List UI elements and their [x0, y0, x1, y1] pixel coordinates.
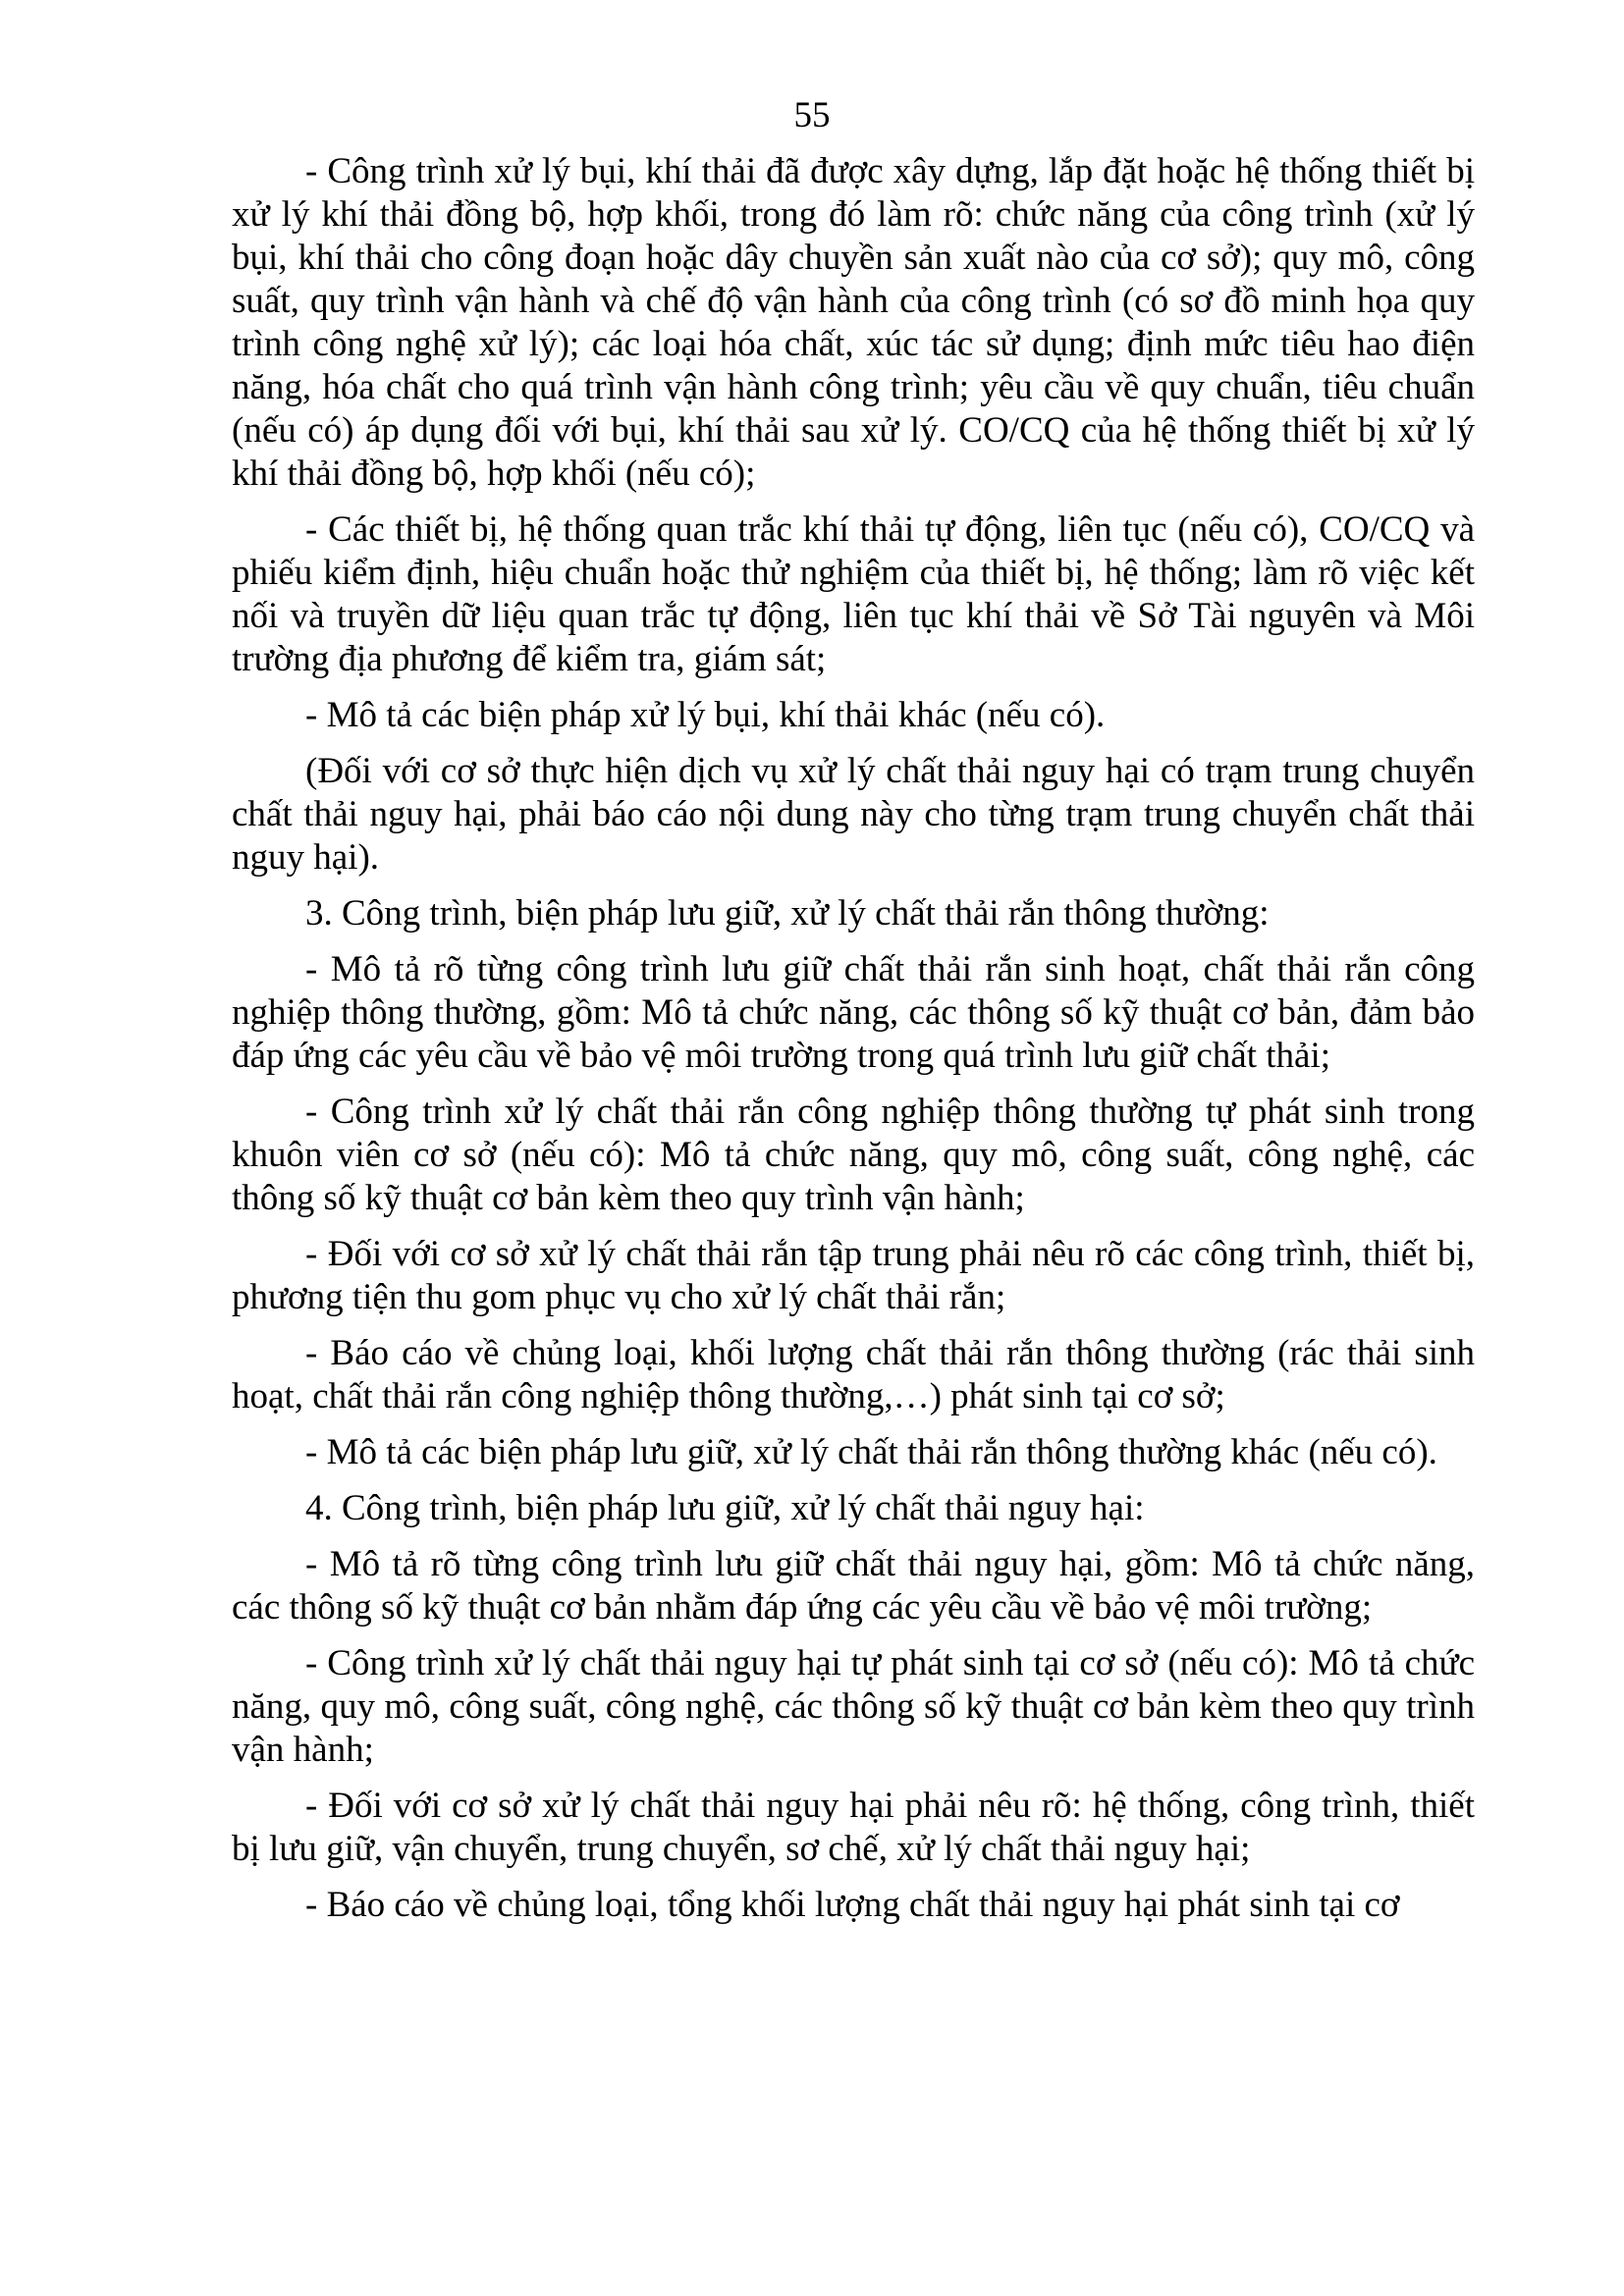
- document-body: [232, 150, 1475, 1940]
- section-heading-4: 4. Công trình, biện pháp lưu giữ, xử lý chất thải nguy hại:: [305, 1488, 1145, 1528]
- paragraph-hazardous-waste-report: - Báo cáo về chủng loại, tổng khối lượng chất thải nguy hại phát sinh tại cơ: [305, 1885, 1400, 1925]
- paragraph-hazardous-waste-storage: - Mô tả rõ từng công trình lưu giữ chất thải nguy hại, gồm: Mô tả chức năng, các thông số kỹ thuật cơ bản nhằm đáp ứng các yêu cầu về bảo vệ môi trường;: [232, 1544, 1475, 1628]
- paragraph-solid-waste-treatment: - Công trình xử lý chất thải rắn công nghiệp thông thường tự phát sinh trong khuôn viên cơ sở (nếu có): Mô tả chức năng, quy mô, công suất, công nghệ, các thông số kỹ thuật cơ bản kèm theo quy trình vận hành;: [232, 1092, 1475, 1218]
- paragraph-centralized-solid-waste: - Đối với cơ sở xử lý chất thải rắn tập trung phải nêu rõ các công trình, thiết bị, phương tiện thu gom phục vụ cho xử lý chất thải rắn;: [232, 1234, 1475, 1317]
- page-number: 55: [793, 95, 831, 135]
- paragraph-other-solid-waste-measures: - Mô tả các biện pháp lưu giữ, xử lý chất thải rắn thông thường khác (nếu có).: [305, 1432, 1437, 1472]
- paragraph-solid-waste-report: - Báo cáo về chủng loại, khối lượng chất thải rắn thông thường (rác thải sinh hoạt, chất thải rắn công nghiệp thông thường,…) phát sinh tại cơ sở;: [232, 1333, 1475, 1416]
- paragraph-hazardous-waste-treatment: - Công trình xử lý chất thải nguy hại tự phát sinh tại cơ sở (nếu có): Mô tả chức năng, quy mô, công suất, công nghệ, các thông số kỹ thuật cơ bản kèm theo quy trình vận hành;: [232, 1643, 1475, 1770]
- paragraph-emission-monitoring: - Các thiết bị, hệ thống quan trắc khí thải tự động, liên tục (nếu có), CO/CQ và phiếu kiểm định, hiệu chuẩn hoặc thử nghiệm của thiết bị, hệ thống; làm rõ việc kết nối và truyền dữ liệu quan trắc tự động, liên tục khí thải về Sở Tài nguyên và Môi trường địa phương để kiểm tra, giám sát;: [232, 509, 1475, 679]
- paragraph-transfer-station-note: (Đối với cơ sở thực hiện dịch vụ xử lý chất thải nguy hại có trạm trung chuyển chất thải nguy hại, phải báo cáo nội dung này cho từng trạm trung chuyển chất thải nguy hại).: [232, 751, 1475, 878]
- section-heading-3: 3. Công trình, biện pháp lưu giữ, xử lý chất thải rắn thông thường:: [305, 893, 1270, 934]
- paragraph-other-dust-measures: - Mô tả các biện pháp xử lý bụi, khí thải khác (nếu có).: [305, 695, 1106, 735]
- paragraph-dust-treatment-works: - Công trình xử lý bụi, khí thải đã được xây dựng, lắp đặt hoặc hệ thống thiết bị xử lý khí thải đồng bộ, hợp khối, trong đó làm rõ: chức năng của công trình (xử lý bụi, khí thải cho công đoạn hoặc dây chuyền sản xuất nào của cơ sở); quy mô, công suất, quy trình vận hành và chế độ vận hành của công trình (có sơ đồ minh họa quy trình công nghệ xử lý); các loại hóa chất, xúc tác sử dụng; định mức tiêu hao điện năng, hóa chất cho quá trình vận hành công trình; yêu cầu về quy chuẩn, tiêu chuẩn (nếu có) áp dụng đối với bụi, khí thải sau xử lý. CO/CQ của hệ thống thiết bị xử lý khí thải đồng bộ, hợp khối (nếu có);: [232, 151, 1475, 494]
- paragraph-hazardous-waste-facility: - Đối với cơ sở xử lý chất thải nguy hại phải nêu rõ: hệ thống, công trình, thiết bị lưu giữ, vận chuyển, trung chuyển, sơ chế, xử lý chất thải nguy hại;: [232, 1786, 1475, 1869]
- paragraph-solid-waste-storage: - Mô tả rõ từng công trình lưu giữ chất thải rắn sinh hoạt, chất thải rắn công nghiệp thông thường, gồm: Mô tả chức năng, các thông số kỹ thuật cơ bản, đảm bảo đáp ứng các yêu cầu về bảo vệ môi trường trong quá trình lưu giữ chất thải;: [232, 949, 1475, 1076]
